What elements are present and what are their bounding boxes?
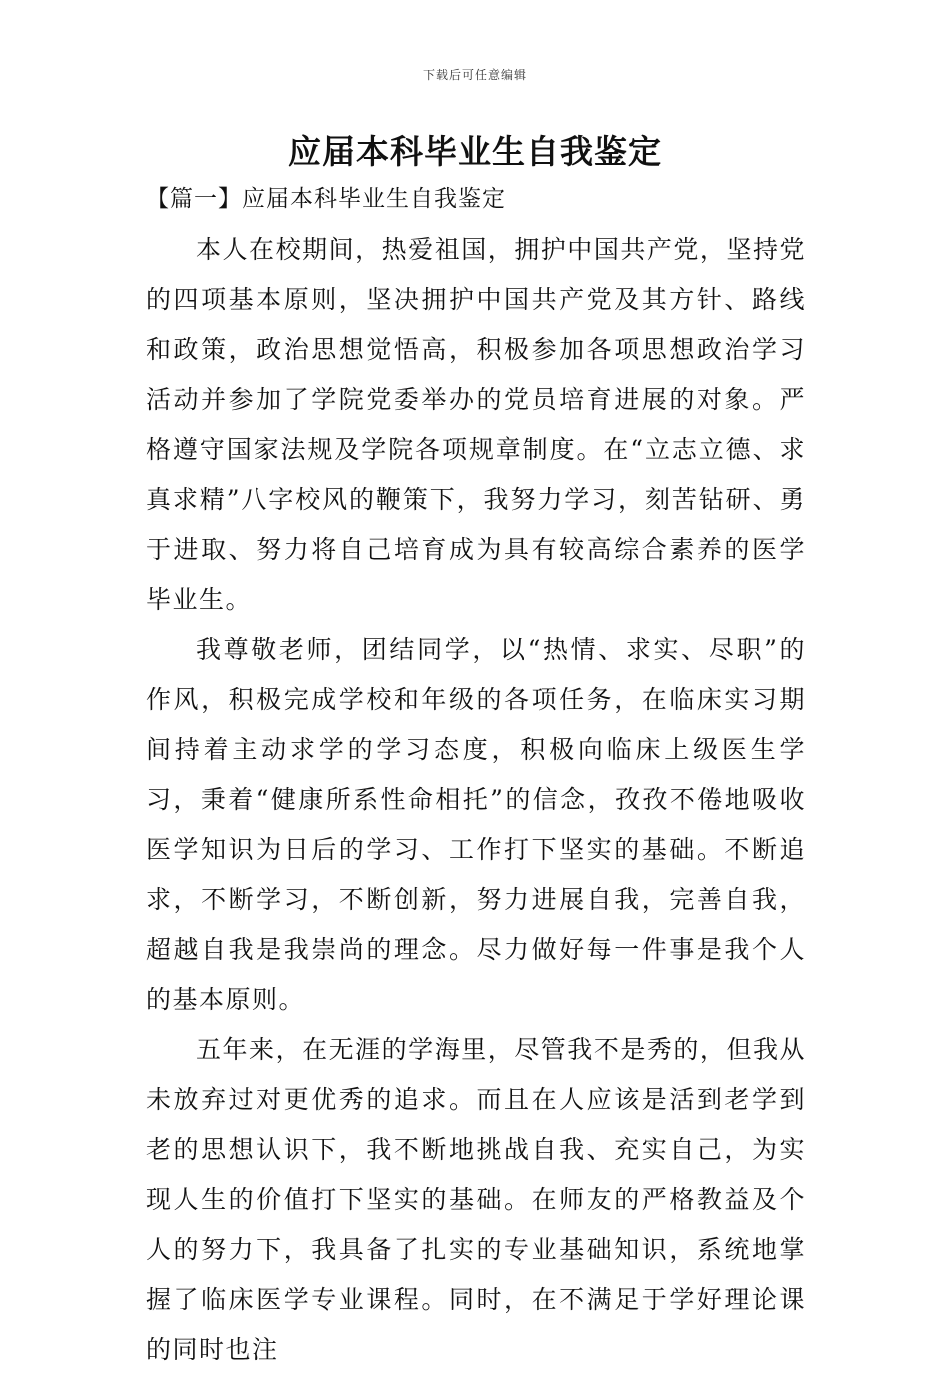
paragraph: 五年来，在无涯的学海里，尽管我不是秀的，但我从未放弃过对更优秀的追求。而且在人应该是活到老学到老的思想认识下，我不断地挑战自我、充实自己，为实现人生的价值打下坚实的基础。在师友的严格教益及个人的努力下，我具备了扎实的专业基础知识，系统地掌握了临床医学专业课程。同时，在不满足于学好理论课的同时也注 (146, 1035, 806, 1364)
header-note: 下载后可任意编辑 (422, 68, 527, 82)
paragraph: 我尊敬老师，团结同学，以“热情、求实、尽职”的作风，积极完成学校和年级的各项任务，在临床实习期间持着主动求学的学习态度，积极向临床上级医生学习，秉着“健康所系性命相托”的信念，孜孜不倦地吸收医学知识为日后的学习、工作打下坚实的基础。不断追求，不断学习，不断创新，努力进展自我，完善自我，超越自我是我崇尚的理念。尽力做好每一件事是我个人的基本原则。 (146, 635, 806, 1014)
paragraph: 本人在校期间，热爱祖国，拥护中国共产党，坚持党的四项基本原则，坚决拥护中国共产党及其方针、路线和政策，政治思想觉悟高，积极参加各项思想政治学习活动并参加了学院党委举办的党员培育进展的对象。严格遵守国家法规及学院各项规章制度。在“立志立德、求真求精”八字校风的鞭策下，我努力学习，刻苦钻研、勇于进取、努力将自己培育成为具有较高综合素养的医学毕业生。 (146, 235, 806, 614)
document-body (146, 225, 806, 1375)
document-title: 应届本科毕业生自我鉴定 (288, 132, 662, 171)
section-heading: 【篇一】应届本科毕业生自我鉴定 (146, 186, 506, 212)
